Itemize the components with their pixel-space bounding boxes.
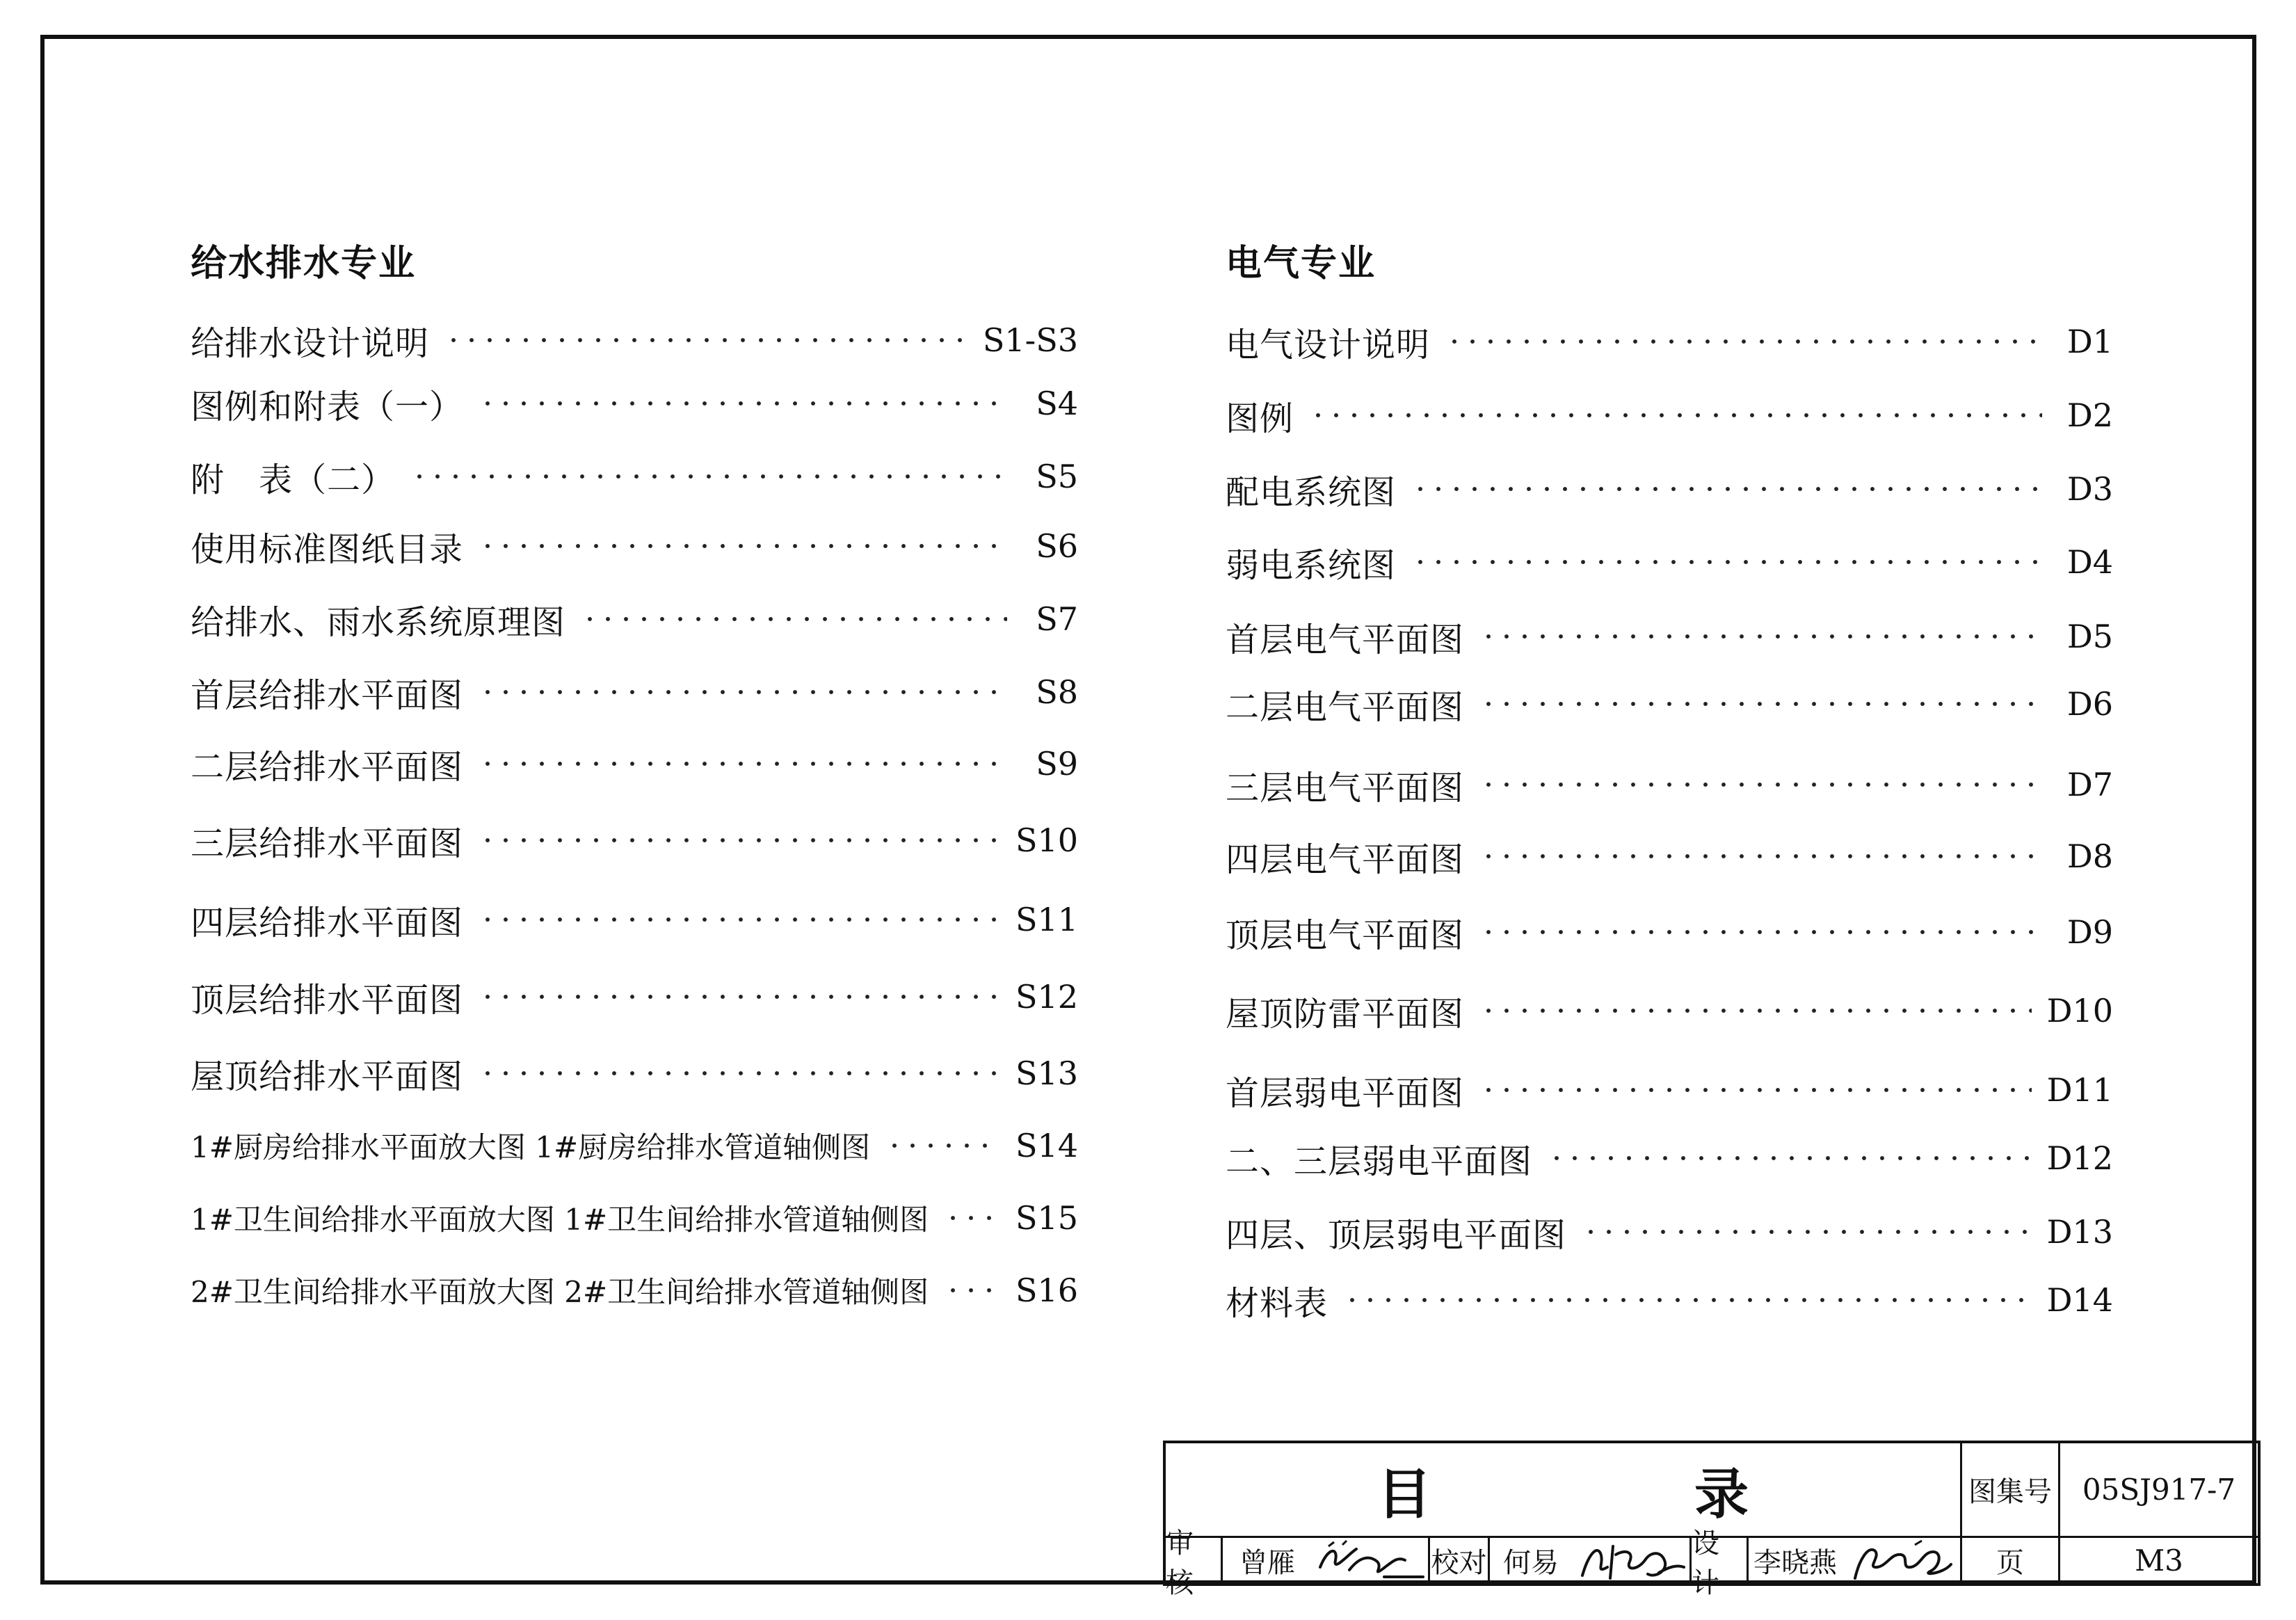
- list-item: [1226, 317, 2113, 366]
- entry-page-number: D9: [2066, 913, 2113, 951]
- reviewer-signature: [1312, 1538, 1430, 1583]
- entry-page-number: D13: [2046, 1213, 2113, 1251]
- entry-page-number: D2: [2066, 396, 2113, 434]
- dot-leader: [410, 474, 1007, 479]
- page-label: 页: [1996, 1547, 2024, 1579]
- entry-page-number: S15: [1015, 1199, 1078, 1237]
- designer-signature-image: [1845, 1539, 1957, 1582]
- dot-leader: [1411, 486, 2042, 492]
- dot-leader: [1479, 634, 2042, 639]
- dot-leader: [479, 543, 1007, 549]
- design-label: 设计: [1692, 1527, 1719, 1599]
- list-item: [191, 379, 1078, 428]
- list-item: [1226, 680, 2113, 728]
- entry-page-number: S4: [1036, 385, 1078, 422]
- entry-label: 顶层电气平面图: [1226, 915, 1465, 955]
- entry-label: 图例: [1226, 399, 1294, 438]
- list-item: [1226, 612, 2113, 661]
- entry-label: 1#厨房给排水平面放大图 1#厨房给排水管道轴侧图: [191, 1130, 871, 1164]
- list-item: [1226, 832, 2113, 881]
- entry-label: 四层给排水平面图: [191, 903, 464, 943]
- entry-label: 四层电气平面图: [1226, 840, 1465, 879]
- list-item: [191, 895, 1078, 944]
- list-item: [191, 739, 1078, 788]
- list-item: [191, 1049, 1078, 1098]
- entry-page-number: D3: [2066, 470, 2113, 508]
- dot-leader: [479, 401, 1007, 406]
- dot-leader: [1343, 1297, 2032, 1303]
- dot-leader: [479, 689, 1007, 695]
- entry-page-number: D4: [2066, 543, 2113, 581]
- list-item: [1226, 760, 2113, 809]
- entry-page-number: S9: [1036, 745, 1078, 783]
- entry-page-number: S10: [1015, 821, 1078, 859]
- list-item: [191, 316, 1078, 364]
- entry-page-number: D5: [2066, 618, 2113, 655]
- list-item: [191, 668, 1078, 716]
- atlas-number: 05SJ917-7: [2082, 1473, 2236, 1507]
- left-section-title: 给水排水专业: [191, 243, 417, 284]
- entry-label: 首层电气平面图: [1226, 620, 1465, 659]
- entry-label: 给排水、雨水系统原理图: [191, 602, 566, 642]
- entry-page-number: S11: [1015, 901, 1078, 938]
- entry-page-number: S6: [1036, 527, 1078, 565]
- list-item: [191, 972, 1078, 1021]
- entry-label: 屋顶给排水平面图: [191, 1057, 464, 1096]
- entry-page-number: S12: [1015, 978, 1078, 1016]
- list-item: [1226, 908, 2113, 956]
- reviewer-name: 曾雁: [1239, 1547, 1295, 1579]
- entry-label: 配电系统图: [1226, 472, 1397, 512]
- entry-page-number: S8: [1036, 673, 1078, 711]
- dot-leader: [944, 1215, 1000, 1221]
- right-section-title: 电气专业: [1226, 243, 1376, 284]
- list-item: [191, 1194, 1078, 1242]
- dot-leader: [1445, 339, 2042, 344]
- title-block: [1163, 1441, 2261, 1599]
- checker-signature-image: [1575, 1539, 1687, 1582]
- dot-leader: [1479, 853, 2042, 859]
- entry-label: 材料表: [1226, 1283, 1328, 1323]
- entry-page-number: D6: [2066, 685, 2113, 723]
- entry-label: 首层弱电平面图: [1226, 1073, 1465, 1113]
- dot-leader: [581, 616, 1007, 622]
- designer-signature: [1842, 1538, 1960, 1583]
- dot-leader: [1479, 701, 2042, 707]
- dot-leader: [1411, 559, 2042, 565]
- list-item: [1226, 391, 2113, 440]
- dot-leader: [1479, 929, 2042, 935]
- list-item: [1226, 986, 2113, 1035]
- entry-label: 二、三层弱电平面图: [1226, 1141, 1533, 1181]
- dot-leader: [885, 1143, 1000, 1148]
- entry-label: 二层给排水平面图: [191, 747, 464, 787]
- entry-label: 1#卫生间给排水平面放大图 1#卫生间给排水管道轴侧图: [191, 1203, 929, 1237]
- dot-leader: [1479, 1008, 2032, 1013]
- dot-leader: [479, 1070, 1000, 1076]
- entry-label: 附 表（二）: [191, 460, 396, 499]
- entry-label: 2#卫生间给排水平面放大图 2#卫生间给排水管道轴侧图: [191, 1275, 929, 1309]
- entry-page-number: D12: [2046, 1139, 2113, 1177]
- entry-label: 给排水设计说明: [191, 323, 430, 363]
- entry-page-number: D10: [2046, 992, 2113, 1029]
- catalog-title: 目 录: [1376, 1463, 1853, 1526]
- dot-leader: [944, 1288, 1000, 1293]
- title-block-title-cell: [1166, 1443, 1960, 1536]
- list-item: [1226, 1276, 2113, 1324]
- entry-page-number: S1-S3: [982, 321, 1078, 359]
- check-label: 校对: [1431, 1547, 1487, 1579]
- entry-page-number: D1: [2066, 323, 2113, 360]
- atlas-number-label: 图集号: [1968, 1476, 2052, 1508]
- dot-leader: [479, 917, 1000, 922]
- entry-label: 顶层给排水平面图: [191, 980, 464, 1020]
- dot-leader: [479, 761, 1007, 767]
- entry-page-number: D14: [2046, 1281, 2113, 1319]
- checker-name: 何易: [1503, 1547, 1559, 1579]
- dot-leader: [1479, 782, 2042, 787]
- entry-label: 三层给排水平面图: [191, 824, 464, 863]
- dot-leader: [1582, 1229, 2032, 1235]
- list-item: [1226, 465, 2113, 513]
- dot-leader: [1309, 412, 2042, 418]
- entry-page-number: S5: [1036, 458, 1078, 495]
- entry-page-number: D7: [2066, 766, 2113, 803]
- designer-name: 李晓燕: [1753, 1547, 1837, 1579]
- list-item: [1226, 1208, 2113, 1256]
- list-item: [191, 1121, 1078, 1170]
- entry-label: 电气设计说明: [1226, 325, 1431, 364]
- list-item: [191, 522, 1078, 570]
- list-item: [191, 452, 1078, 501]
- entry-page-number: D11: [2046, 1071, 2113, 1109]
- page-number: M3: [2135, 1543, 2183, 1578]
- entry-label: 屋顶防雷平面图: [1226, 994, 1465, 1034]
- entry-page-number: S14: [1015, 1127, 1078, 1164]
- entry-page-number: D8: [2066, 837, 2113, 875]
- dot-leader: [444, 337, 968, 343]
- entry-label: 三层电气平面图: [1226, 768, 1465, 808]
- entry-label: 图例和附表（一）: [191, 387, 464, 426]
- entry-label: 使用标准图纸目录: [191, 529, 464, 569]
- entry-page-number: S7: [1036, 600, 1078, 638]
- list-item: [191, 1266, 1078, 1315]
- list-item: [1226, 538, 2113, 586]
- reviewer-signature-image: [1315, 1539, 1426, 1582]
- dot-leader: [1548, 1155, 2032, 1161]
- entry-label: 四层、顶层弱电平面图: [1226, 1215, 1567, 1255]
- entry-label: 二层电气平面图: [1226, 687, 1465, 727]
- review-label: 审核: [1166, 1527, 1194, 1599]
- list-item: [191, 595, 1078, 643]
- entry-label: 首层给排水平面图: [191, 675, 464, 715]
- checker-signature: [1572, 1538, 1692, 1583]
- dot-leader: [479, 994, 1000, 1000]
- entry-page-number: S13: [1015, 1054, 1078, 1092]
- list-item: [1226, 1134, 2113, 1182]
- entry-label: 弱电系统图: [1226, 545, 1397, 585]
- entry-page-number: S16: [1015, 1272, 1078, 1309]
- list-item: [1226, 1066, 2113, 1114]
- dot-leader: [1479, 1087, 2032, 1093]
- dot-leader: [479, 837, 1000, 843]
- list-item: [191, 816, 1078, 865]
